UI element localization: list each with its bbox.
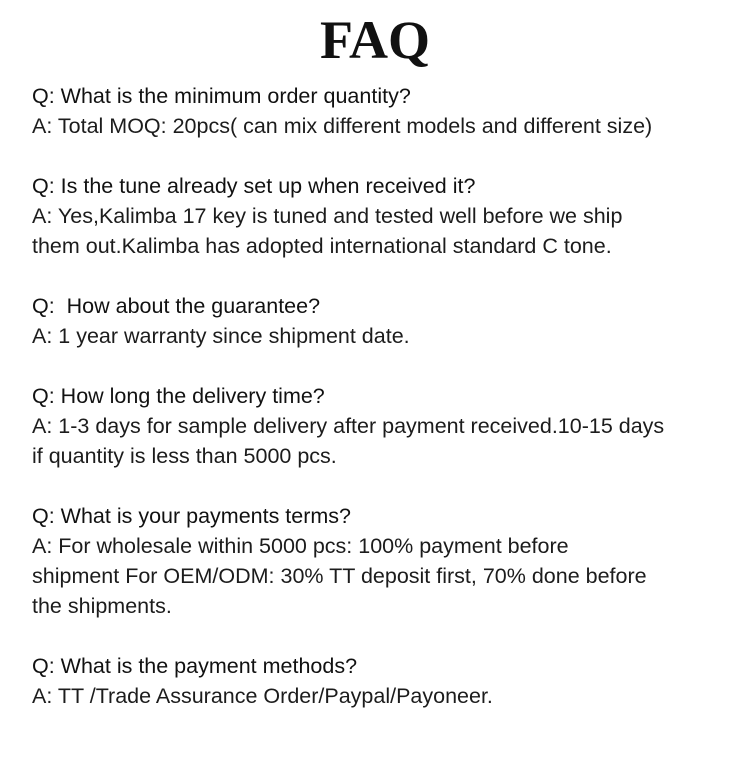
faq-item-payment-methods [32, 651, 732, 711]
faq-answer-line: shipment For OEM/ODM: 30% TT deposit first, 70% done before [32, 564, 647, 588]
faq-question: Q: What is your payments terms? [32, 504, 352, 528]
faq-item-moq [32, 81, 732, 141]
faq-answer-line: A: For wholesale within 5000 pcs: 100% payment before [32, 534, 569, 558]
page-title: FAQ [320, 10, 430, 70]
faq-answer-line: A: 1 year warranty since shipment date. [32, 324, 410, 348]
faq-item-tune [32, 171, 732, 261]
faq-answer-line: them out.Kalimba has adopted international standard C tone. [32, 234, 612, 258]
faq-answer-line: A: Yes,Kalimba 17 key is tuned and tested well before we ship [32, 204, 623, 228]
faq-answer-line: A: TT /Trade Assurance Order/Paypal/Payoneer. [32, 684, 493, 708]
faq-question: Q: What is the payment methods? [32, 654, 358, 678]
faq-question: Q: How about the guarantee? [32, 294, 321, 318]
faq-question: Q: How long the delivery time? [32, 384, 325, 408]
faq-answer-line: the shipments. [32, 594, 172, 618]
faq-item-delivery [32, 381, 732, 471]
faq-question: Q: Is the tune already set up when received it? [32, 174, 476, 198]
faq-question: Q: What is the minimum order quantity? [32, 84, 411, 108]
faq-answer-line: if quantity is less than 5000 pcs. [32, 444, 337, 468]
faq-answer-line: A: Total MOQ: 20pcs( can mix different models and different size) [32, 114, 653, 138]
faq-list [32, 81, 732, 741]
faq-item-payment-terms [32, 501, 732, 621]
faq-item-guarantee [32, 291, 732, 351]
faq-answer-line: A: 1-3 days for sample delivery after payment received.10-15 days [32, 414, 665, 438]
